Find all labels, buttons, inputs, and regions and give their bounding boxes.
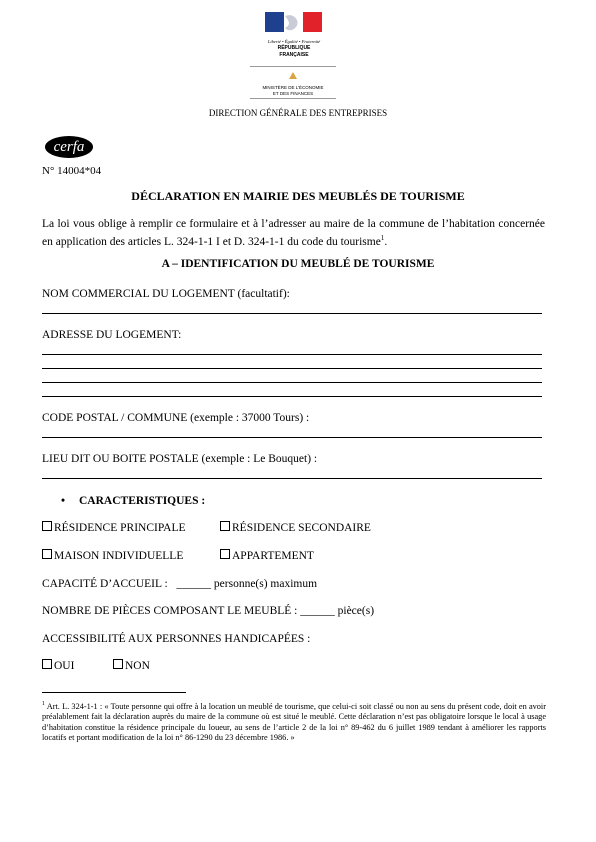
pieces-blank[interactable]: ______ — [300, 605, 335, 617]
maison-individuelle-label: MAISON INDIVIDUELLE — [54, 550, 184, 562]
footnote-number: 1 — [42, 701, 45, 707]
pieces-label: NOMBRE DE PIÈCES COMPOSANT LE MEUBLÉ : — [42, 605, 298, 617]
footnote-separator — [42, 692, 186, 693]
form-title: DÉCLARATION EN MAIRIE DES MEUBLÉS DE TOURISME — [131, 189, 465, 203]
adresse-line-2[interactable] — [42, 368, 542, 369]
marianne-motto: Liberté • Égalité • Fraternité — [267, 39, 321, 44]
footnote-ref: 1 — [380, 234, 385, 242]
adresse-line-1[interactable] — [42, 354, 542, 355]
pieces-row — [42, 604, 374, 618]
intro-text: La loi vous oblige à remplir ce formulaire et à l’adresser au maire de la commune de l’habitation concernée en application des articles L. 324-1-1 I et D. 324-1-1 du code du tourisme — [42, 218, 545, 248]
ministry-line2: ET DES FINANCES — [272, 90, 314, 96]
pieces-unit: pièce(s) — [337, 605, 375, 617]
footnote — [42, 699, 546, 744]
maison-individuelle-checkbox[interactable] — [42, 549, 52, 559]
nom-commercial-label: NOM COMMERCIAL DU LOGEMENT (facultatif): — [42, 288, 290, 300]
non-option[interactable] — [113, 659, 150, 673]
section-a-title: A – IDENTIFICATION DU MEUBLÉ DE TOURISME — [161, 258, 435, 270]
oui-checkbox[interactable] — [42, 659, 52, 669]
ministry-line1: MINISTÈRE DE L'ÉCONOMIE — [262, 85, 324, 90]
maison-individuelle-option[interactable] — [42, 549, 183, 563]
ministry-logo — [250, 66, 336, 98]
residence-secondaire-label: RÉSIDENCE SECONDAIRE — [232, 522, 371, 534]
non-checkbox[interactable] — [113, 659, 123, 669]
footnote-text: Art. L. 324-1-1 : « Toute personne qui offre à la location un meublé de tourisme, que celui-ci soit classé ou non au sens du présent code, doit en avoir préalablement fait la déclaration auprès du maire de la commune où est situé le meublé. Cette déclaration n’est pas obligatoire lorsque le local à usage d’habitation constitue la résidence principale du loueur, au sens de l’article 2 de la loi n° 89-462 du 6 juillet 1989 tendant à améliorer les rapports locatifs et portant modification de la loi n° 86-1290 du 23 décembre 1986. » — [42, 701, 546, 743]
adresse-line-4[interactable] — [42, 396, 542, 397]
residence-secondaire-checkbox[interactable] — [220, 521, 230, 531]
ministry-bottom-rule — [250, 98, 336, 99]
oui-label: OUI — [54, 660, 75, 672]
capacite-blank[interactable]: ______ — [176, 578, 212, 590]
residence-principale-option[interactable] — [42, 521, 186, 535]
lieu-dit-label: LIEU DIT OU BOITE POSTALE (exemple : Le Bouquet) : — [42, 453, 318, 465]
cerfa-number: N° 14004*04 — [42, 165, 102, 177]
intro-paragraph — [42, 217, 545, 249]
residence-secondaire-option[interactable] — [220, 521, 371, 535]
intro-end: . — [384, 235, 388, 248]
appartement-label: APPARTEMENT — [232, 550, 314, 562]
oui-option[interactable] — [42, 659, 74, 673]
characteristics-heading: CARACTERISTIQUES : — [79, 495, 206, 507]
residence-principale-label: RÉSIDENCE PRINCIPALE — [54, 522, 186, 534]
marianne-logo — [263, 12, 325, 58]
ministry-top-rule — [250, 66, 336, 67]
adresse-label: ADRESSE DU LOGEMENT: — [42, 329, 182, 341]
appartement-checkbox[interactable] — [220, 549, 230, 559]
tricolor-flag-icon — [263, 12, 325, 34]
republic-label: RÉPUBLIQUE FRANÇAISE — [277, 45, 311, 58]
direction-label: DIRECTION GÉNÉRALE DES ENTREPRISES — [208, 108, 388, 118]
ministry-emblem-icon — [250, 71, 336, 80]
residence-principale-checkbox[interactable] — [42, 521, 52, 531]
accessibilite-label: ACCESSIBILITÉ AUX PERSONNES HANDICAPÉES : — [42, 633, 311, 645]
nom-commercial-line[interactable] — [42, 313, 542, 314]
capacite-label: CAPACITÉ D’ACCUEIL : — [42, 578, 168, 590]
capacite-row — [42, 577, 317, 591]
characteristics-bullet: • — [61, 495, 66, 507]
code-postal-line[interactable] — [42, 437, 542, 438]
capacite-unit: personne(s) maximum — [213, 578, 318, 590]
lieu-dit-line[interactable] — [42, 478, 542, 479]
code-postal-label: CODE POSTAL / COMMUNE (exemple : 37000 Tours) : — [42, 412, 310, 424]
adresse-line-3[interactable] — [42, 382, 542, 383]
non-label: NON — [125, 660, 150, 672]
cerfa-logo: cerfa — [45, 136, 93, 158]
appartement-option[interactable] — [220, 549, 314, 563]
